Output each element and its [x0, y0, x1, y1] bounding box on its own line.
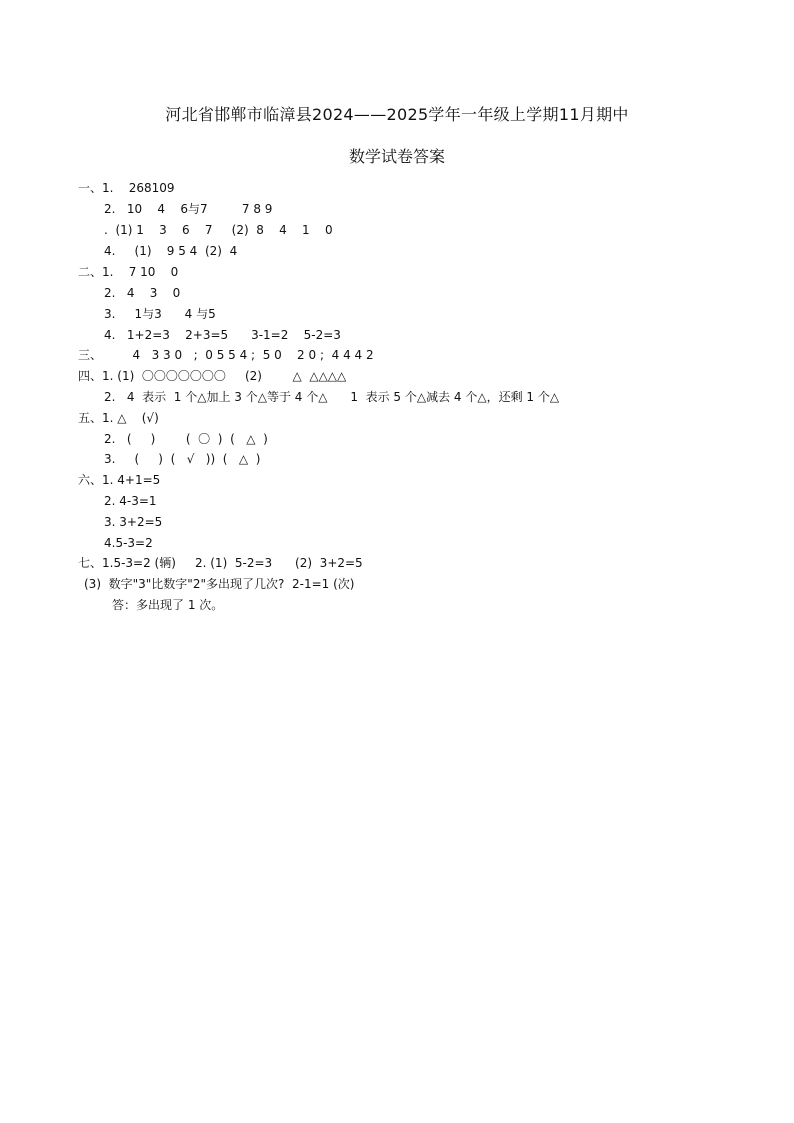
answer-line-1-2: 2. 10 4 6与7 7 8 9 [104, 202, 273, 216]
answer-line-5-3: 3. ( ) ( √ )) ( △ ) [104, 452, 261, 466]
answer-line-7-1: 七、1.5-3=2 (辆) 2. (1) 5-2=3 (2) 3+2=5 [78, 556, 363, 570]
answer-line-3: 三、 4 3 3 0 ; 0 5 5 4 ; 5 0 2 0 ; 4 4 4 2 [78, 348, 374, 362]
answer-line-1-1: 一、1. 268109 [78, 181, 175, 195]
document-subtitle: 数学试卷答案 [348, 147, 445, 166]
answer-line-2-2: 2. 4 3 0 [104, 286, 181, 300]
answer-line-4-1: 四、1. (1) 〇〇〇〇〇〇〇 (2) △ △△△△ [78, 369, 347, 383]
answer-line-6-1: 六、1. 4+1=5 [78, 473, 161, 487]
answer-line-7-3: 答：多出现了 1 次。 [112, 598, 224, 612]
document-title: 河北省邯郸市临漳县2024——2025学年一年级上学期11月期中 [165, 105, 629, 124]
answer-line-1-3: . (1) 1 3 6 7 (2) 8 4 1 0 [104, 223, 333, 237]
answer-line-6-4: 4.5-3=2 [104, 536, 153, 550]
answer-line-5-1: 五、1. △ (√) [78, 411, 159, 425]
answer-line-6-2: 2. 4-3=1 [104, 494, 157, 508]
answer-line-1-4: 4. (1) 9 5 4 (2) 4 [104, 244, 238, 258]
answer-line-4-2: 2. 4 表示 1 个△加上 3 个△等于 4 个△ 1 表示 5 个△减去 4 个△，还剩 1 个△ [104, 390, 560, 404]
answer-line-2-4: 4. 1+2=3 2+3=5 3-1=2 5-2=3 [104, 328, 341, 342]
answer-line-2-1: 二、1. 7 10 0 [78, 265, 179, 279]
answer-line-2-3: 3. 1与3 4 与5 [104, 307, 216, 321]
answer-line-5-2: 2. ( ) ( 〇 ) ( △ ) [104, 432, 268, 446]
answer-line-7-2: (3) 数字"3"比数字"2"多出现了几次? 2-1=1 (次) [84, 577, 355, 591]
answer-line-6-3: 3. 3+2=5 [104, 515, 163, 529]
